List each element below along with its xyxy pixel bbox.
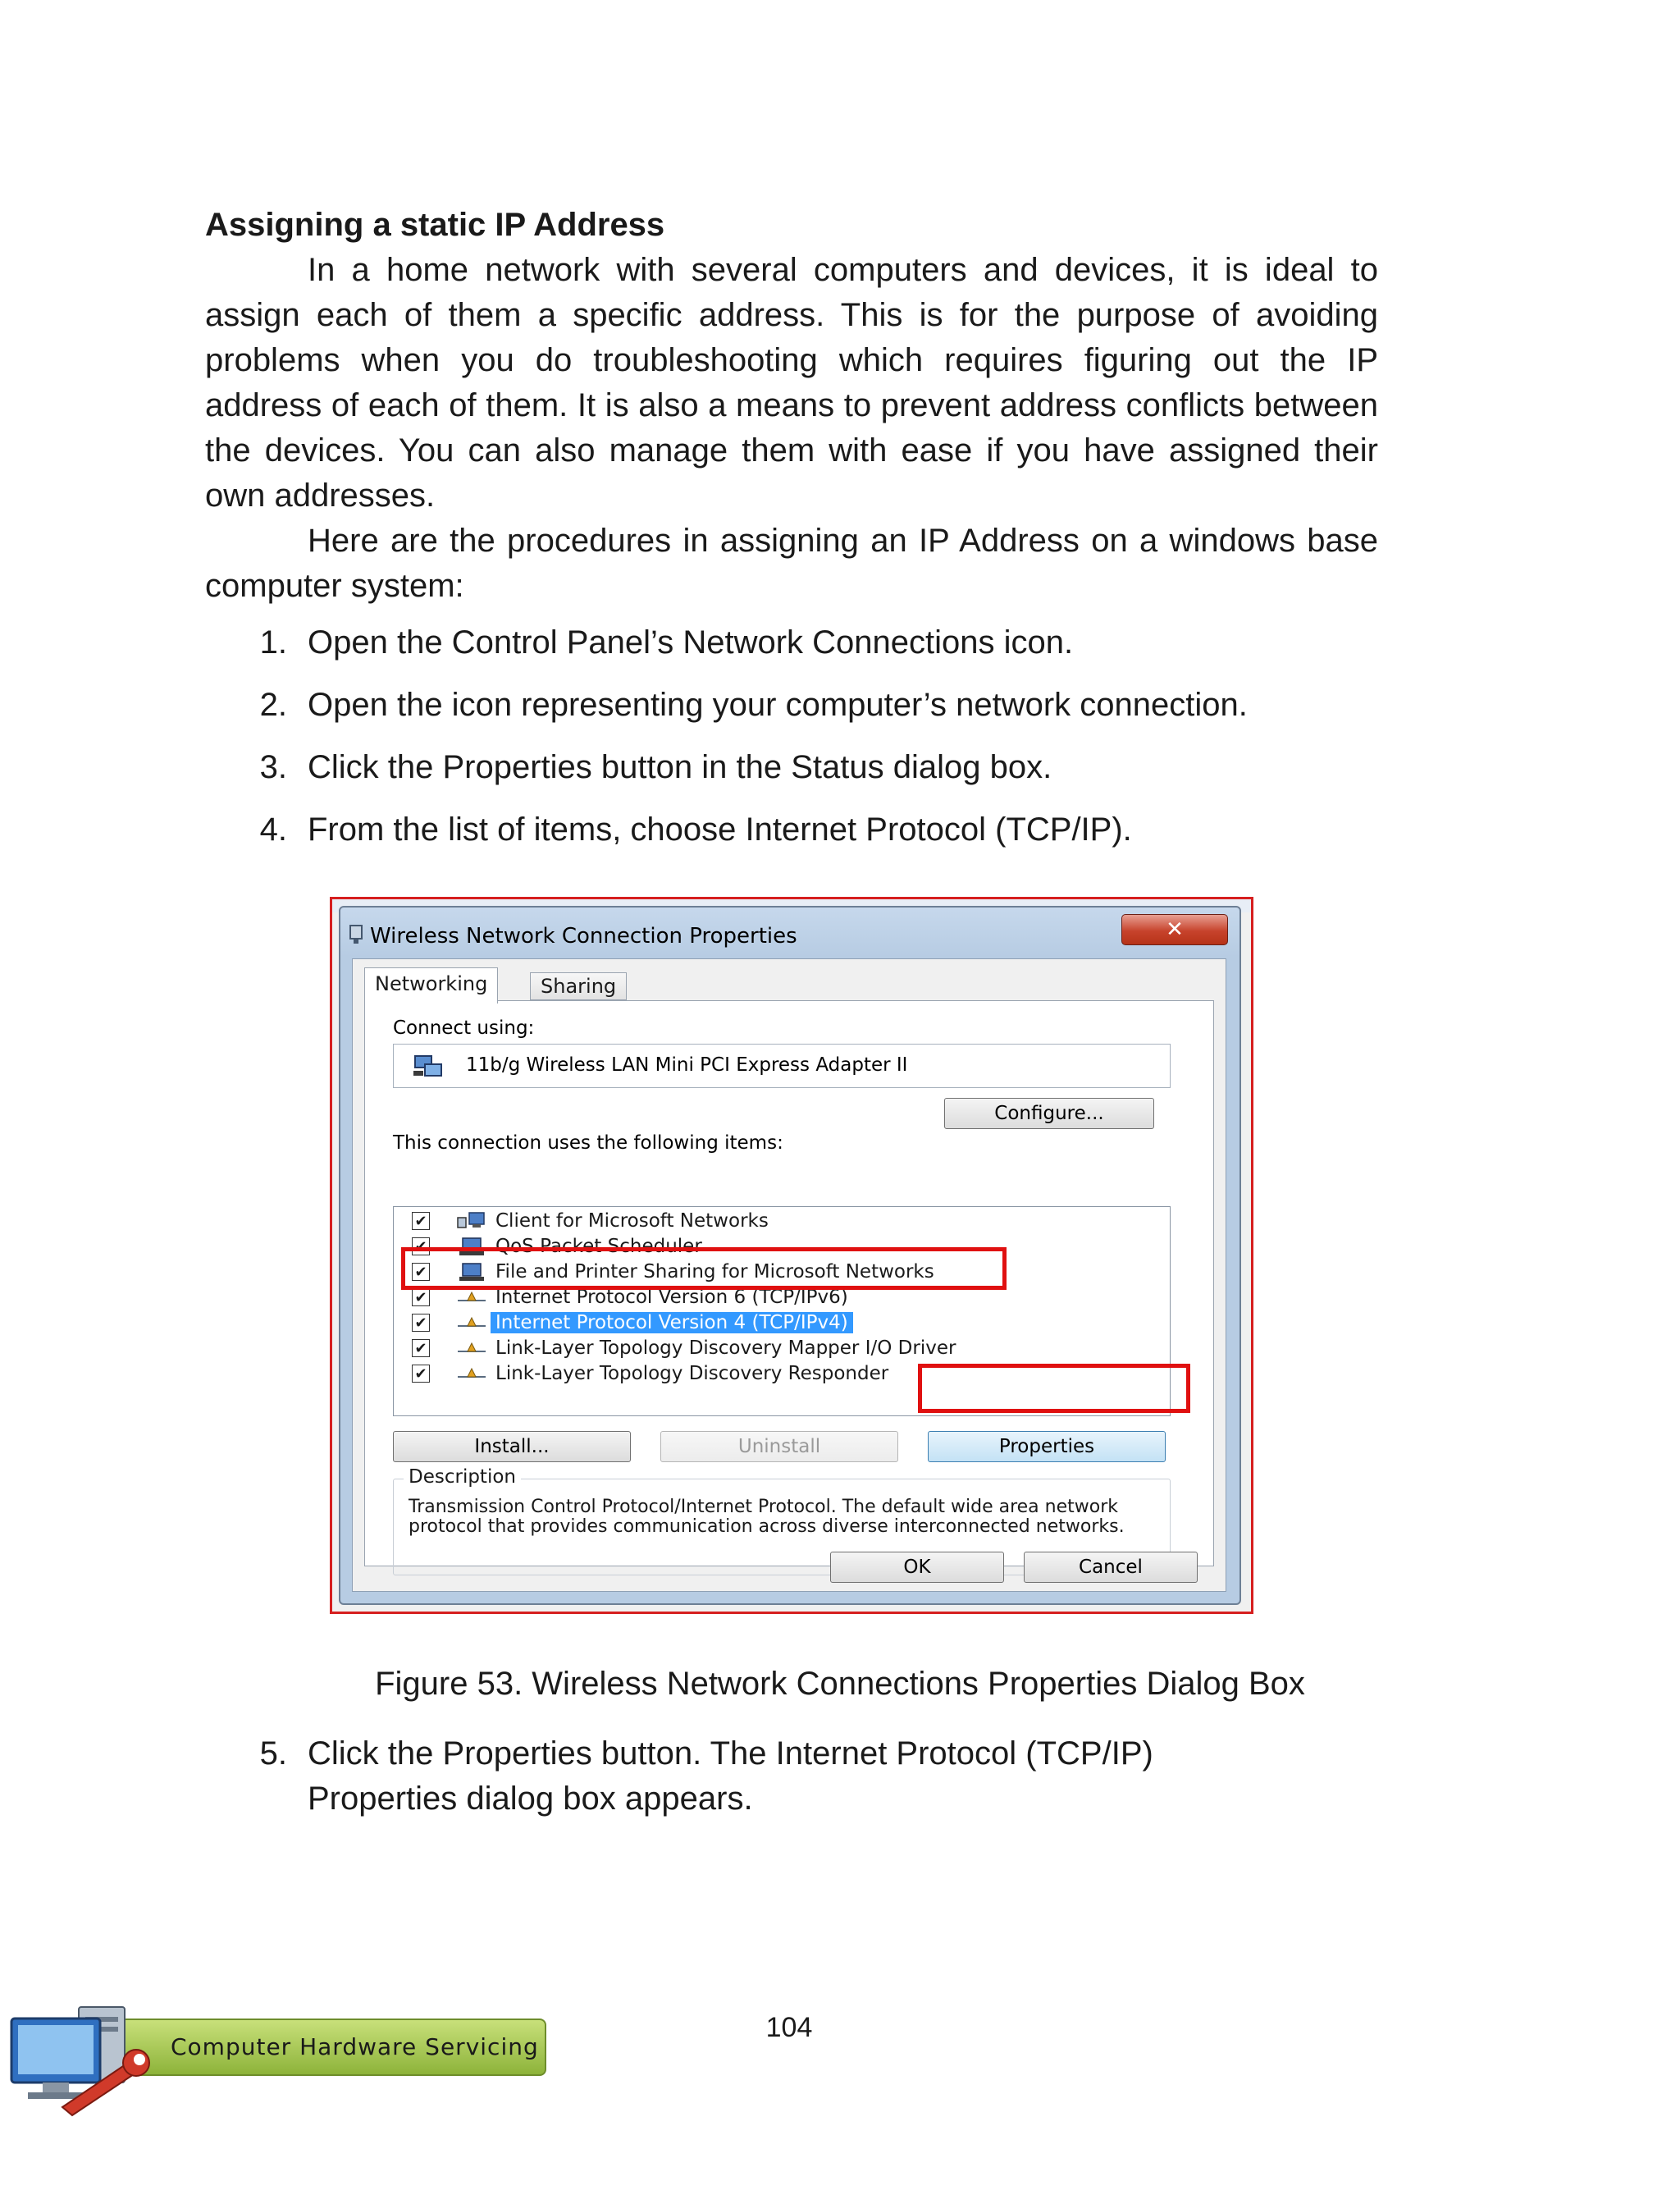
- step-number: 2.: [259, 687, 287, 723]
- step-text: Click the Properties button in the Status dialog box.: [308, 749, 1052, 785]
- uninstall-button[interactable]: Uninstall: [660, 1431, 898, 1462]
- list-item: [205, 1731, 1378, 1822]
- steps-list: [205, 620, 1378, 870]
- connect-using-label: Connect using:: [393, 1017, 535, 1039]
- checkbox[interactable]: ✔: [412, 1263, 430, 1281]
- checkbox[interactable]: ✔: [412, 1237, 430, 1255]
- item-label: QoS Packet Scheduler: [495, 1236, 702, 1257]
- step-text: Open the Control Panel’s Network Connections icon.: [308, 624, 1074, 661]
- cancel-button[interactable]: Cancel: [1024, 1552, 1198, 1583]
- list-item[interactable]: [394, 1336, 1170, 1361]
- ok-button[interactable]: OK: [830, 1552, 1004, 1583]
- step-number: 5.: [259, 1735, 287, 1772]
- step-number: 3.: [259, 749, 287, 785]
- tab-networking[interactable]: Networking: [364, 967, 498, 1004]
- list-item[interactable]: [394, 1310, 1170, 1336]
- description-text: Transmission Control Protocol/Internet Protocol. The default wide area network protocol that provides communication across diverse interconnected networks.: [409, 1497, 1125, 1537]
- item-label: Internet Protocol Version 6 (TCP/IPv6): [495, 1287, 848, 1308]
- protocol-icon: [456, 1338, 487, 1358]
- protocol-icon: [456, 1313, 487, 1333]
- tab-sharing[interactable]: Sharing: [530, 972, 627, 1000]
- step-number: 4.: [259, 812, 287, 848]
- intro-paragraph: In a home network with several computers and devices, it is ideal to assign each of them a specific address. This is for the purpose of avoiding problems when you do troubleshooting which requires figuring out the IP address of each of them. It is also a means to prevent address conflicts between the devices. You can also manage them with ease if you have assigned their own addresses.: [205, 252, 1378, 514]
- footer-logo: [5, 2002, 555, 2117]
- checkbox[interactable]: ✔: [412, 1212, 430, 1230]
- network-adapter-icon: [349, 924, 363, 945]
- list-item: [205, 807, 1378, 853]
- step-text: Click the Properties button. The Internet Protocol (TCP/IP) Properties dialog box appears.: [308, 1735, 1153, 1817]
- network-client-icon: [456, 1211, 487, 1231]
- item-label-selected: Internet Protocol Version 4 (TCP/IPv4): [491, 1312, 853, 1333]
- figure-caption: Figure 53. Wireless Network Connections Properties Dialog Box: [375, 1666, 1305, 1702]
- configure-button[interactable]: Configure...: [944, 1098, 1154, 1129]
- properties-highlight-box: [918, 1364, 1190, 1413]
- logo-banner: [103, 2019, 546, 2076]
- step-text: From the list of items, choose Internet Protocol (TCP/IP).: [308, 812, 1132, 848]
- checkbox[interactable]: ✔: [412, 1314, 430, 1332]
- network-adapter-icon: [412, 1053, 445, 1079]
- install-button[interactable]: Install...: [393, 1431, 631, 1462]
- section-heading: Assigning a static IP Address: [205, 207, 665, 243]
- logo-text: Computer Hardware Servicing: [171, 2033, 539, 2060]
- checkbox[interactable]: ✔: [412, 1365, 430, 1383]
- protocol-icon: [456, 1364, 487, 1383]
- steps-list-continued: [205, 1731, 1378, 1839]
- list-item: [205, 683, 1378, 728]
- item-label: Link-Layer Topology Discovery Responder: [495, 1363, 889, 1384]
- body-text: [205, 248, 1378, 609]
- computer-wrench-icon: [5, 2002, 161, 2117]
- properties-button[interactable]: Properties: [928, 1431, 1166, 1462]
- dialog-screenshot: [330, 897, 1253, 1614]
- close-button[interactable]: ✕: [1121, 914, 1228, 945]
- window-title: Wireless Network Connection Properties: [370, 924, 797, 949]
- item-label: File and Printer Sharing for Microsoft Networks: [495, 1261, 934, 1282]
- protocol-icon: [456, 1287, 487, 1307]
- checkbox[interactable]: ✔: [412, 1339, 430, 1357]
- page-number: 104: [765, 2012, 813, 2043]
- items-label: This connection uses the following items:: [393, 1132, 783, 1154]
- item-label: Link-Layer Topology Discovery Mapper I/O Driver: [495, 1337, 956, 1359]
- list-item: [205, 620, 1378, 665]
- checkbox[interactable]: ✔: [412, 1288, 430, 1306]
- adapter-field: [393, 1044, 1171, 1088]
- description-legend: Description: [404, 1466, 521, 1488]
- step-number: 1.: [259, 624, 287, 661]
- list-item: [205, 745, 1378, 790]
- adapter-name: 11b/g Wireless LAN Mini PCI Express Adapter II: [466, 1054, 908, 1076]
- step-text: Open the icon representing your computer’s network connection.: [308, 687, 1248, 723]
- ipv4-highlight-box: [401, 1247, 1007, 1290]
- list-item[interactable]: [394, 1209, 1170, 1234]
- item-label: Client for Microsoft Networks: [495, 1210, 769, 1232]
- procedure-paragraph: Here are the procedures in assigning an IP Address on a windows base computer system:: [205, 523, 1378, 604]
